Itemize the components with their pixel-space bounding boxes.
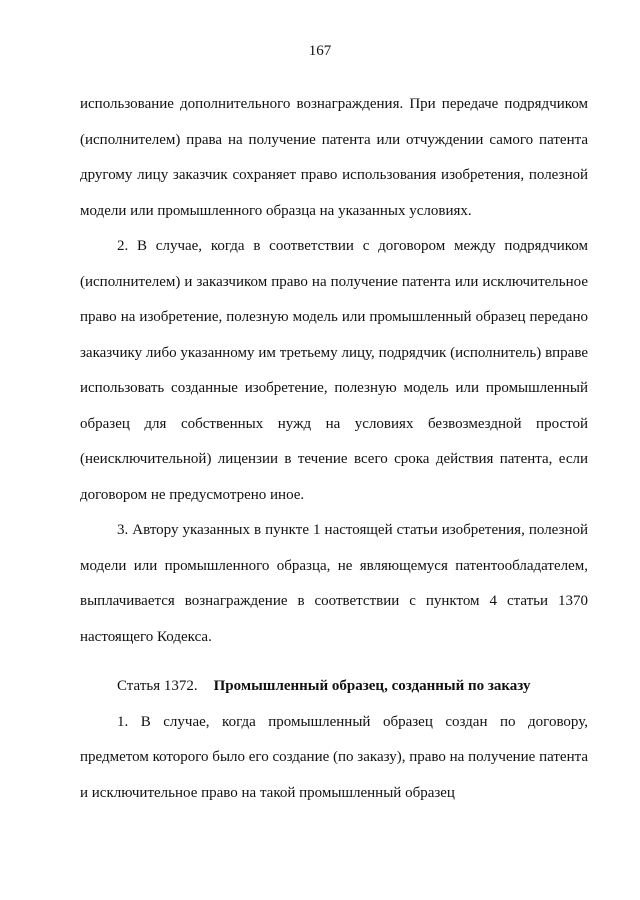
paragraph-article-clause-1: 1. В случае, когда промышленный образец создан по договору, предметом которого было его создание (по заказу), право на получение патента и исключительное право на такой промышленный образец <box>80 713 588 801</box>
article-heading <box>80 655 588 705</box>
article-number: Статья 1372. <box>117 678 198 694</box>
page-number: 167 <box>308 43 332 59</box>
paragraph-continuation: использование дополнительного вознаграждения. При передаче подрядчиком (исполнителем) права на получение патента или отчуждении самого патента другому лицу заказчик сохраняет право использования изобретения, полезной модели или промышленного образца на указанных условиях. <box>80 96 588 219</box>
paragraph-clause-2: 2. В случае, когда в соответствии с договором между подрядчиком (исполнителем) и заказчиком право на получение патента или исключительное право на изобретение, полезную модель или промышленный образец передано заказчику либо указанному им третьему лицу, подрядчик (исполнитель) вправе использовать созданные изобретение, полезную модель или промышленный образец для собственных нужд на условиях безвозмездной простой (неисключительной) лицензии в течение всего срока действия патента, если договором не предусмотрено иное. <box>80 238 588 503</box>
paragraph-clause-3: 3. Автору указанных в пункте 1 настоящей статьи изобретения, полезной модели или промышленного образца, не являющемуся патентообладателем, выплачивается вознаграждение в соответствии с пунктом 4 статьи 1370 настоящего Кодекса. <box>80 522 588 645</box>
page-body <box>80 87 588 811</box>
article-title: Промышленный образец, созданный по заказу <box>213 678 531 694</box>
